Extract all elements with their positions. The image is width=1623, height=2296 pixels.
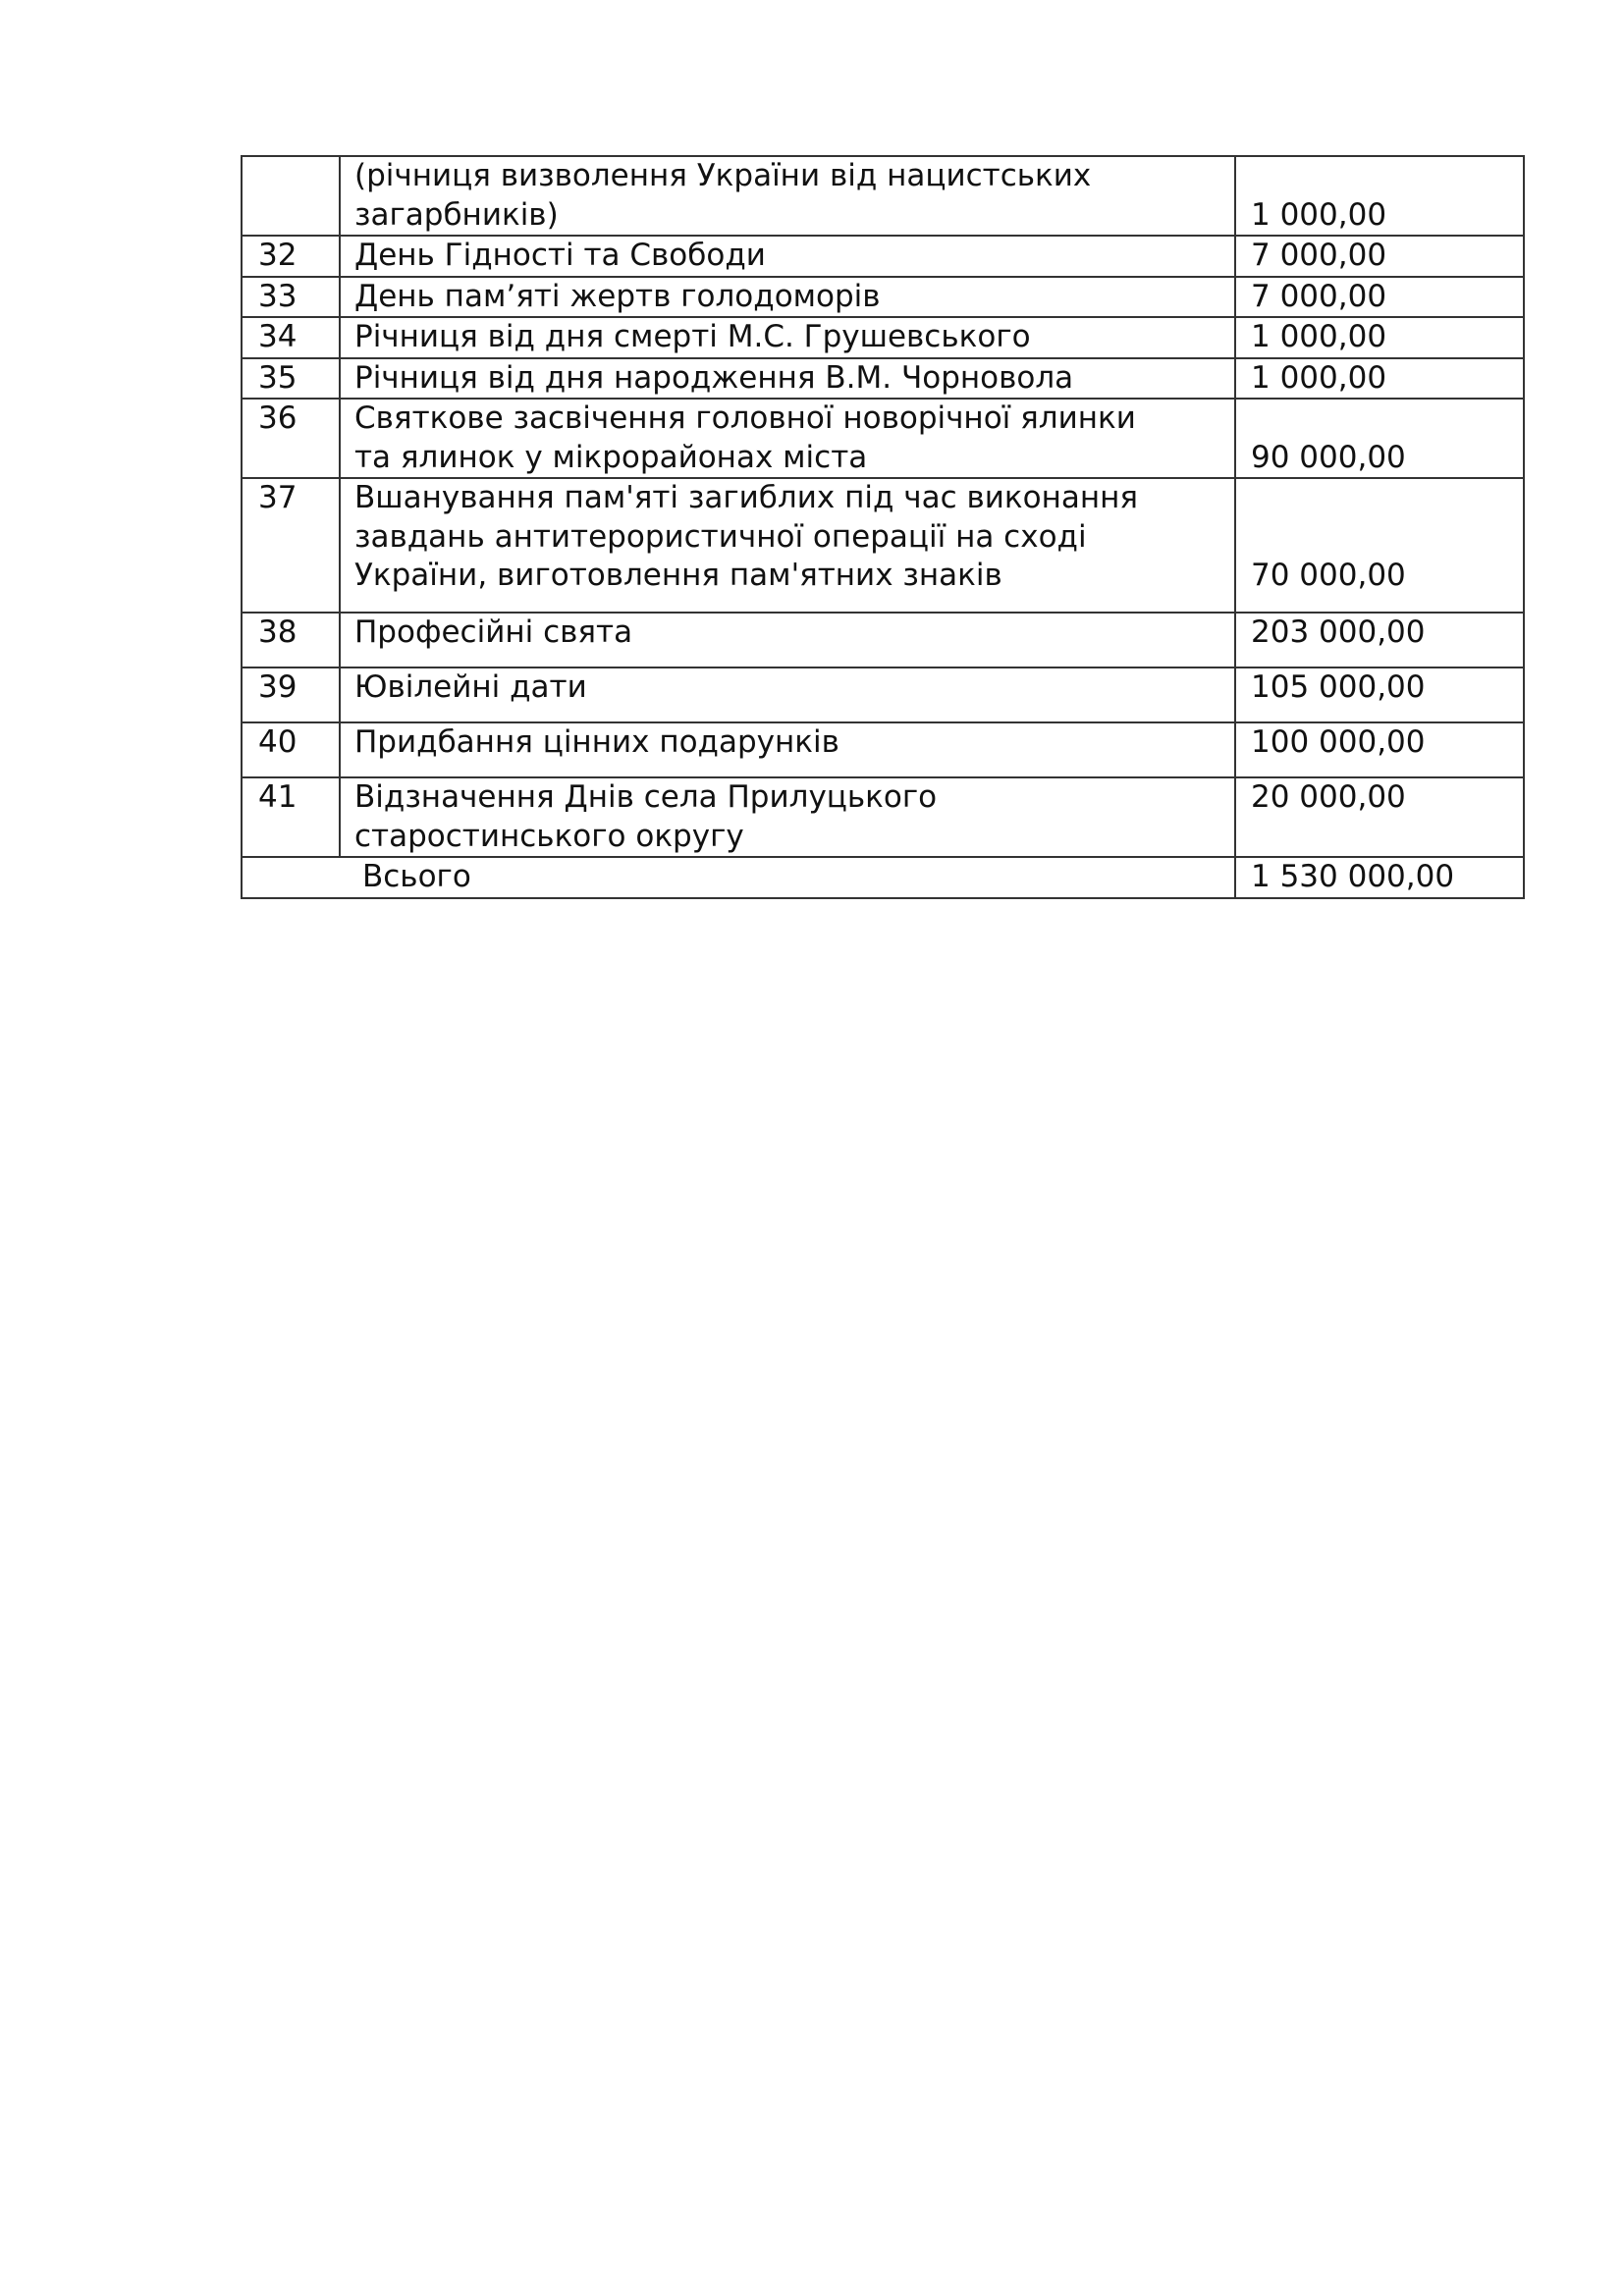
- table-row: [242, 399, 1524, 478]
- description-line: Річниця від дня смерті М.С. Грушевського: [354, 319, 1031, 354]
- table-row: [242, 777, 1524, 857]
- row-number: [242, 156, 340, 236]
- row-description: [340, 777, 1235, 857]
- row-description: [340, 399, 1235, 478]
- table-row: [242, 358, 1524, 400]
- amount-value: 1 000,00: [1251, 359, 1387, 396]
- row-amount: [1235, 613, 1524, 667]
- row-amount: [1235, 777, 1524, 857]
- description-line: старостинського округу: [354, 818, 744, 854]
- table-row: [242, 156, 1524, 236]
- amount-value: 70 000,00: [1251, 558, 1406, 593]
- row-amount: [1235, 399, 1524, 478]
- row-amount: [1235, 667, 1524, 722]
- amount-value: 7 000,00: [1251, 238, 1387, 273]
- row-description: [340, 667, 1235, 722]
- row-amount: [1235, 478, 1524, 613]
- row-description: [340, 236, 1235, 277]
- table-row: [242, 236, 1524, 277]
- row-amount: [1235, 722, 1524, 777]
- description-line: Вшанування пам'яті загиблих під час виконання: [354, 480, 1139, 515]
- row-number: 39: [242, 667, 340, 722]
- row-amount: [1235, 317, 1524, 358]
- row-number: 35: [242, 358, 340, 400]
- row-number: 34: [242, 317, 340, 358]
- row-number: 32: [242, 236, 340, 277]
- row-amount: [1235, 156, 1524, 236]
- amount-value: 100 000,00: [1251, 724, 1426, 760]
- total-row: [242, 857, 1524, 898]
- row-number: 41: [242, 777, 340, 857]
- description-line: Придбання цінних подарунків: [354, 724, 839, 760]
- total-label: Всього: [242, 857, 1235, 898]
- description-line: та ялинок у мікрорайонах міста: [354, 439, 868, 475]
- table-row: [242, 478, 1524, 613]
- budget-table: [241, 155, 1525, 899]
- description-line: День пам’яті жертв голодоморів: [354, 278, 881, 314]
- amount-value: 1 000,00: [1251, 196, 1387, 233]
- row-number: 38: [242, 613, 340, 667]
- table-row: [242, 317, 1524, 358]
- table-row: [242, 613, 1524, 667]
- row-description: [340, 478, 1235, 613]
- total-amount: 1 530 000,00: [1235, 857, 1524, 898]
- row-number: 40: [242, 722, 340, 777]
- description-line: загарбників): [354, 196, 559, 233]
- row-description: [340, 156, 1235, 236]
- row-description: [340, 358, 1235, 400]
- row-number: 37: [242, 478, 340, 613]
- row-amount: [1235, 236, 1524, 277]
- description-line: завдань антитерористичної операції на сході: [354, 518, 1087, 555]
- description-line: Професійні свята: [354, 614, 633, 650]
- row-description: [340, 277, 1235, 318]
- row-amount: [1235, 358, 1524, 400]
- table-row: [242, 277, 1524, 318]
- amount-value: 1 000,00: [1251, 319, 1387, 354]
- amount-value: 203 000,00: [1251, 614, 1426, 650]
- row-description: [340, 317, 1235, 358]
- row-description: [340, 613, 1235, 667]
- row-description: [340, 722, 1235, 777]
- row-number: 33: [242, 277, 340, 318]
- description-line: (річниця визволення України від нацистських: [354, 158, 1092, 193]
- table-row: [242, 667, 1524, 722]
- amount-value: 7 000,00: [1251, 278, 1387, 314]
- amount-value: 20 000,00: [1251, 779, 1406, 815]
- description-line: Святкове засвічення головної новорічної ялинки: [354, 400, 1136, 436]
- description-line: Річниця від дня народження В.М. Чорновола: [354, 359, 1074, 396]
- description-line: День Гідності та Свободи: [354, 238, 766, 273]
- description-line: Відзначення Днів села Прилуцького: [354, 779, 938, 815]
- amount-value: 90 000,00: [1251, 439, 1406, 475]
- description-line: України, виготовлення пам'ятних знаків: [354, 558, 1002, 593]
- description-line: Ювілейні дати: [354, 669, 587, 705]
- table-row: [242, 722, 1524, 777]
- row-amount: [1235, 277, 1524, 318]
- amount-value: 105 000,00: [1251, 669, 1426, 705]
- row-number: 36: [242, 399, 340, 478]
